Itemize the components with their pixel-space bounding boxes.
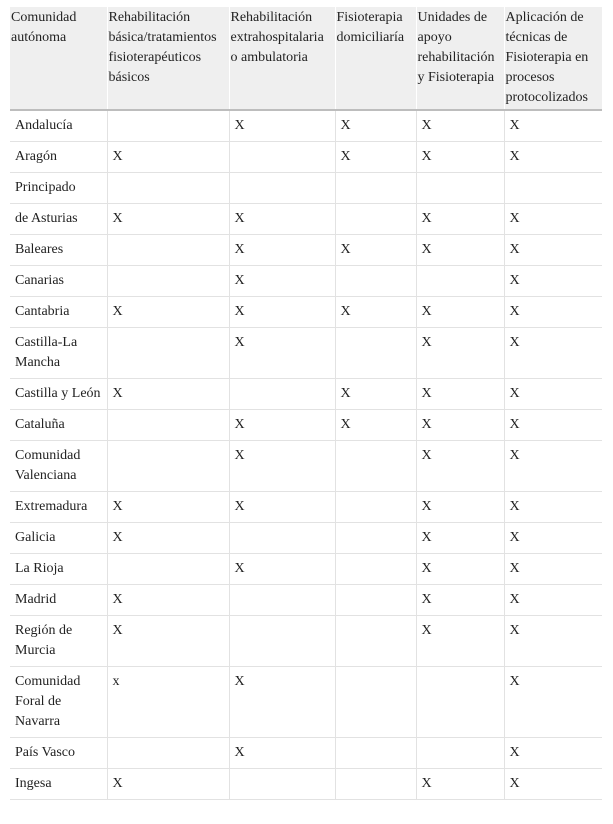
mark-cell: X xyxy=(504,410,602,441)
table-row xyxy=(10,328,602,379)
mark-cell: X xyxy=(416,328,504,379)
mark-cell xyxy=(229,616,335,667)
column-header: Comunidad autónoma xyxy=(10,7,107,110)
mark-cell: X xyxy=(504,492,602,523)
column-header: Rehabilitación extrahospitalaria o ambulatoria xyxy=(229,7,335,110)
mark-cell: X xyxy=(335,142,416,173)
table-row xyxy=(10,235,602,266)
mark-cell: X xyxy=(416,554,504,585)
mark-cell xyxy=(229,173,335,204)
table-row xyxy=(10,204,602,235)
mark-cell xyxy=(335,769,416,800)
table-row xyxy=(10,523,602,554)
mark-cell xyxy=(107,266,229,297)
mark-cell xyxy=(416,738,504,769)
mark-cell xyxy=(335,328,416,379)
region-cell: Aragón xyxy=(10,142,107,173)
table-row xyxy=(10,110,602,142)
mark-cell: X xyxy=(416,142,504,173)
mark-cell: X xyxy=(107,523,229,554)
mark-cell: X xyxy=(416,110,504,142)
services-table xyxy=(10,7,602,800)
region-cell: Andalucía xyxy=(10,110,107,142)
mark-cell: X xyxy=(229,110,335,142)
mark-cell: X xyxy=(504,441,602,492)
mark-cell xyxy=(107,738,229,769)
mark-cell xyxy=(107,328,229,379)
mark-cell: X xyxy=(416,204,504,235)
table-row xyxy=(10,379,602,410)
region-cell: Cataluña xyxy=(10,410,107,441)
mark-cell: X xyxy=(504,142,602,173)
mark-cell: X xyxy=(229,410,335,441)
table-row xyxy=(10,554,602,585)
table-row xyxy=(10,441,602,492)
mark-cell: X xyxy=(229,492,335,523)
mark-cell xyxy=(107,173,229,204)
mark-cell xyxy=(107,110,229,142)
mark-cell: X xyxy=(504,769,602,800)
mark-cell: X xyxy=(107,297,229,328)
mark-cell: X xyxy=(416,492,504,523)
mark-cell: X xyxy=(107,585,229,616)
table-row xyxy=(10,492,602,523)
region-cell: Baleares xyxy=(10,235,107,266)
mark-cell xyxy=(416,667,504,738)
region-cell: Extremadura xyxy=(10,492,107,523)
table-row xyxy=(10,667,602,738)
table-row xyxy=(10,266,602,297)
region-cell: de Asturias xyxy=(10,204,107,235)
mark-cell: X xyxy=(504,616,602,667)
region-cell: Cantabria xyxy=(10,297,107,328)
mark-cell: X xyxy=(504,738,602,769)
mark-cell xyxy=(335,667,416,738)
region-cell: Galicia xyxy=(10,523,107,554)
mark-cell xyxy=(107,235,229,266)
table-header xyxy=(10,7,602,110)
mark-cell: X xyxy=(416,585,504,616)
mark-cell: X xyxy=(504,328,602,379)
mark-cell: X xyxy=(416,441,504,492)
mark-cell xyxy=(335,492,416,523)
mark-cell: X xyxy=(229,738,335,769)
mark-cell: X xyxy=(229,441,335,492)
mark-cell: X xyxy=(229,667,335,738)
mark-cell xyxy=(335,585,416,616)
mark-cell: X xyxy=(504,266,602,297)
mark-cell xyxy=(229,769,335,800)
column-header: Rehabilitación básica/tratamientos fisioterapéuticos básicos xyxy=(107,7,229,110)
mark-cell: X xyxy=(107,769,229,800)
table-row xyxy=(10,142,602,173)
mark-cell xyxy=(335,523,416,554)
mark-cell: X xyxy=(107,142,229,173)
table-row xyxy=(10,738,602,769)
region-cell: País Vasco xyxy=(10,738,107,769)
mark-cell: X xyxy=(504,235,602,266)
mark-cell: X xyxy=(229,297,335,328)
mark-cell xyxy=(504,173,602,204)
mark-cell xyxy=(335,554,416,585)
mark-cell xyxy=(229,585,335,616)
mark-cell: X xyxy=(229,554,335,585)
mark-cell xyxy=(335,441,416,492)
mark-cell: X xyxy=(504,379,602,410)
table-row xyxy=(10,769,602,800)
mark-cell: X xyxy=(504,523,602,554)
mark-cell: X xyxy=(416,769,504,800)
mark-cell xyxy=(335,738,416,769)
region-cell: Ingesa xyxy=(10,769,107,800)
mark-cell: X xyxy=(504,667,602,738)
mark-cell xyxy=(335,204,416,235)
mark-cell: X xyxy=(335,379,416,410)
mark-cell: X xyxy=(335,110,416,142)
mark-cell: X xyxy=(335,235,416,266)
mark-cell xyxy=(107,554,229,585)
region-cell: Castilla-La Mancha xyxy=(10,328,107,379)
table-body xyxy=(10,110,602,800)
mark-cell: X xyxy=(107,379,229,410)
region-cell: La Rioja xyxy=(10,554,107,585)
mark-cell xyxy=(107,441,229,492)
mark-cell: X xyxy=(504,297,602,328)
mark-cell xyxy=(416,173,504,204)
mark-cell: X xyxy=(504,585,602,616)
mark-cell xyxy=(229,142,335,173)
region-cell: Castilla y León xyxy=(10,379,107,410)
mark-cell: X xyxy=(504,110,602,142)
mark-cell: X xyxy=(335,410,416,441)
mark-cell: X xyxy=(416,297,504,328)
table-row xyxy=(10,297,602,328)
mark-cell: X xyxy=(416,523,504,554)
column-header: Aplicación de técnicas de Fisioterapia en procesos protocolizados xyxy=(504,7,602,110)
header-row xyxy=(10,7,602,110)
table-row xyxy=(10,173,602,204)
mark-cell: X xyxy=(229,204,335,235)
region-cell: Comunidad Valenciana xyxy=(10,441,107,492)
mark-cell: X xyxy=(107,204,229,235)
table-row xyxy=(10,616,602,667)
column-header: Unidades de apoyo rehabilitación y Fisioterapia xyxy=(416,7,504,110)
mark-cell xyxy=(335,173,416,204)
mark-cell: X xyxy=(335,297,416,328)
mark-cell: X xyxy=(416,235,504,266)
column-header: Fisioterapia domiciliaría xyxy=(335,7,416,110)
mark-cell xyxy=(416,266,504,297)
mark-cell: X xyxy=(416,410,504,441)
mark-cell: X xyxy=(107,492,229,523)
mark-cell: X xyxy=(416,616,504,667)
mark-cell: x xyxy=(107,667,229,738)
mark-cell xyxy=(229,523,335,554)
region-cell: Canarias xyxy=(10,266,107,297)
region-cell: Región de Murcia xyxy=(10,616,107,667)
mark-cell: X xyxy=(504,554,602,585)
region-cell: Madrid xyxy=(10,585,107,616)
region-cell: Comunidad Foral de Navarra xyxy=(10,667,107,738)
mark-cell xyxy=(335,616,416,667)
mark-cell: X xyxy=(504,204,602,235)
mark-cell xyxy=(335,266,416,297)
mark-cell xyxy=(107,410,229,441)
mark-cell: X xyxy=(229,266,335,297)
mark-cell: X xyxy=(229,235,335,266)
mark-cell: X xyxy=(107,616,229,667)
mark-cell xyxy=(229,379,335,410)
table-row xyxy=(10,585,602,616)
mark-cell: X xyxy=(416,379,504,410)
mark-cell: X xyxy=(229,328,335,379)
table-row xyxy=(10,410,602,441)
region-cell: Principado xyxy=(10,173,107,204)
